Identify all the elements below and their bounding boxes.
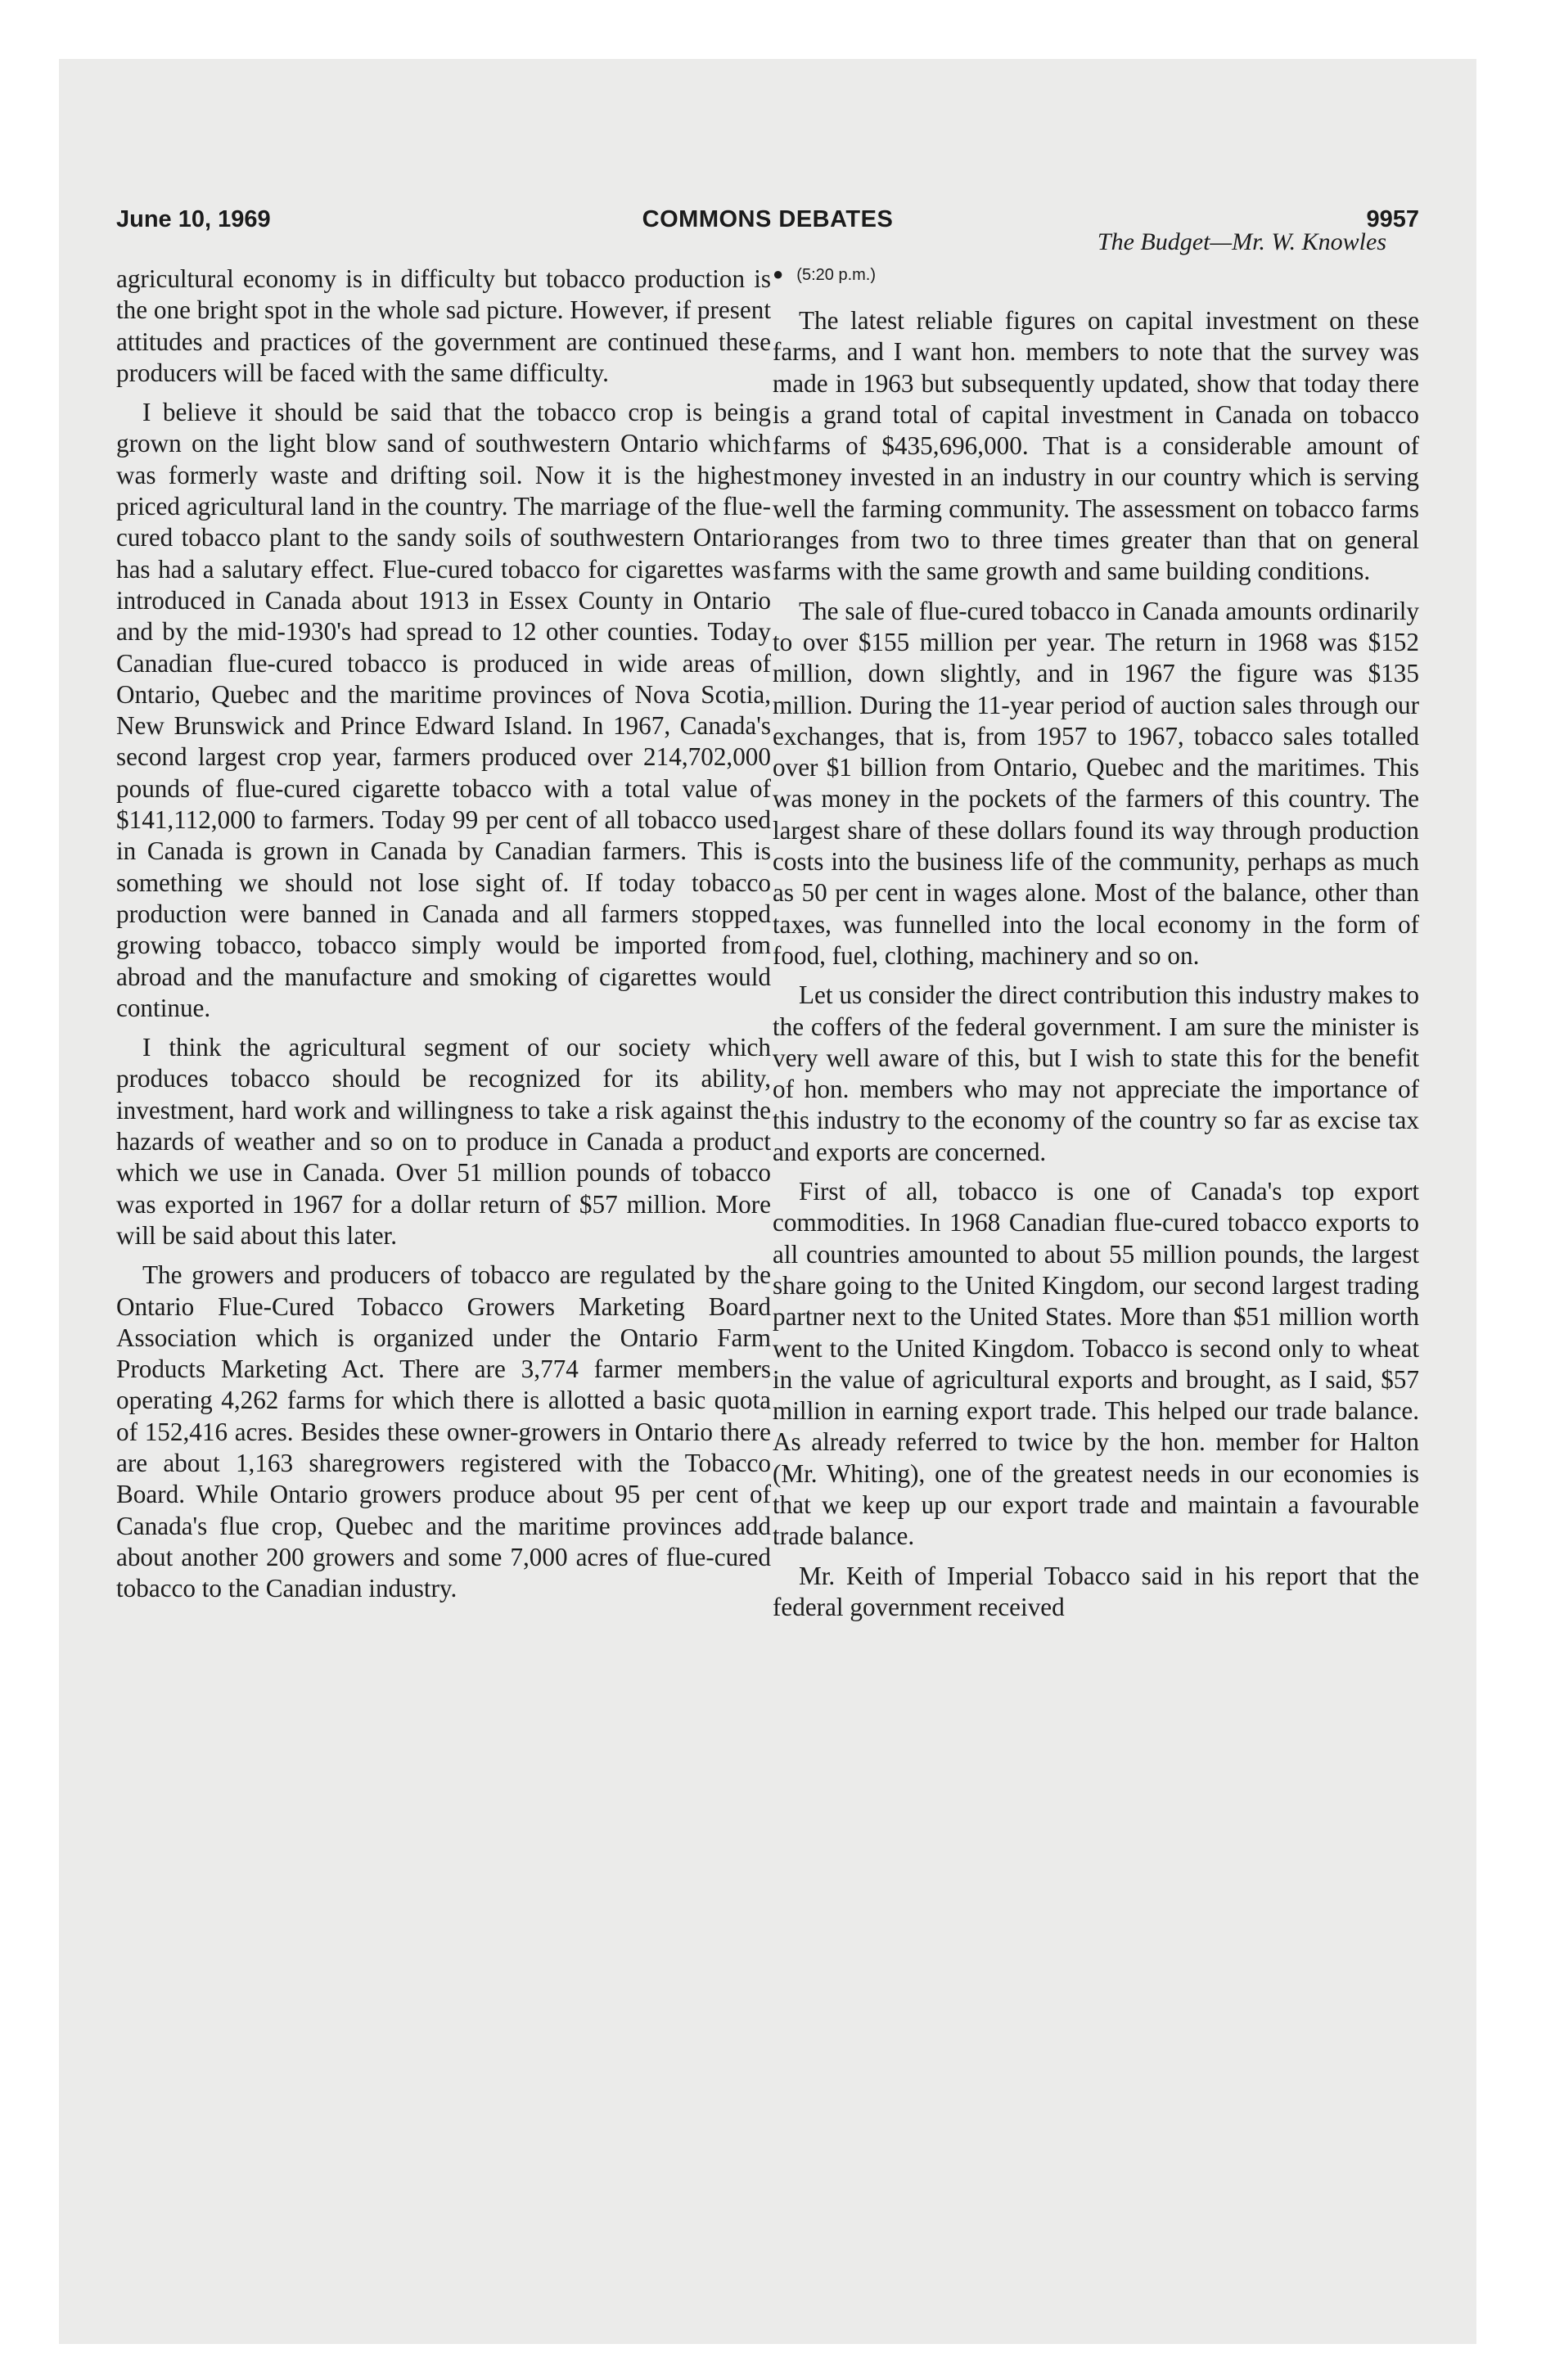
paragraph: Mr. Keith of Imperial Tobacco said in his report that the federal government received xyxy=(773,1561,1419,1621)
header-page-number: 9957 xyxy=(1366,206,1419,232)
paragraph: The latest reliable figures on capital investment on these farms, and I want hon. members to note that the survey was made in 1963 but subsequently updated, show that today there is a grand total of capital investment in Canada on tobacco farms of $435,696,000. That is a considerable amount of money invested in an industry in our country which is serving well the farming community. The assessment on tobacco farms ranges from two to three times greater than that on general farms with the same growth and same building conditions. xyxy=(773,306,1419,586)
timestamp-text: (5:20 p.m.) xyxy=(796,266,876,284)
paragraph: I believe it should be said that the tobacco crop is being grown on the light blow sand of southwestern Ontario which was formerly waste and drifting soil. Now it is the highest priced agricultural land in the country. The marriage of the flue-cured tobacco plant to the sandy soils of southwestern Ontario has had a salutary effect. Flue-cured tobacco for cigarettes was introduced in Canada about 1913 in Essex County in Ontario and by the mid-1930's had spread to 12 other counties. Today Canadian flue-cured tobacco is produced in wide areas of Ontario, Quebec and the maritime provinces of Nova Scotia, New Brunswick and Prince Edward Island. In 1967, Canada's second largest crop year, farmers produced over 214,702,000 pounds of flue-cured cigarette tobacco with a total value of $141,112,000 to farmers. Today 99 per cent of all tobacco used in Canada is grown in Canada by Canadian farmers. This is something we should not lose sight of. If today tobacco production were banned in Canada and all farmers stopped growing tobacco, tobacco simply would be imported from abroad and the manufacture and smoking of cigarettes would continue. xyxy=(116,398,771,1022)
paragraph: First of all, tobacco is one of Canada's top export commodities. In 1968 Canadian flue-cured tobacco exports to all countries amounted to about 55 million pounds, the largest share going to the United Kingdom, our second largest trading partner next to the United States. More than $51 million worth went to the United Kingdom. Tobacco is second only to wheat in the value of agricultural exports and brought, as I said, $57 million in earning export trade. This helped our trade balance. As already referred to twice by the hon. member for Halton (Mr. Whiting), one of the greatest needs in our economies is that we keep up our export trade and maintain a favourable trade balance. xyxy=(773,1177,1419,1551)
paragraph: Let us consider the direct contribution this industry makes to the coffers of the federal government. I am sure the minister is very well aware of this, but I wish to state this for the benefit of hon. members who may not appreciate the importance of this industry to the economy of the country so far as excise tax and exports are concerned. xyxy=(773,980,1419,1166)
header-publication: COMMONS DEBATES xyxy=(642,206,894,232)
bullet-icon: ● xyxy=(773,264,784,284)
timestamp xyxy=(773,262,1419,287)
paragraph: The growers and producers of tobacco are regulated by the Ontario Flue-Cured Tobacco Growers Marketing Board Association which is organized under the Ontario Farm Products Marketing Act. There are 3,774 farmer members operating 4,262 farms for which there is allotted a basic quota of 152,416 acres. Besides these owner-growers in Ontario there are about 1,163 sharegrowers registered with the Tobacco Board. While Ontario growers produce about 95 per cent of Canada's flue crop, Quebec and the maritime provinces add about another 200 growers and some 7,000 acres of flue-cured tobacco to the Canadian industry. xyxy=(116,1260,771,1603)
paragraph: The sale of flue-cured tobacco in Canada amounts ordinarily to over $155 million per year. The return in 1968 was $152 million, down slightly, and in 1967 the figure was $135 million. During the 11-year period of auction sales through our exchanges, that is, from 1957 to 1967, tobacco sales totalled over $1 billion from Ontario, Quebec and the maritimes. This was money in the pockets of the farmers of this country. The largest share of these dollars found its way through production costs into the business life of the community, perhaps as much as 50 per cent in wages alone. Most of the balance, other than taxes, was funnelled into the local economy in the form of food, fuel, clothing, machinery and so on. xyxy=(773,596,1419,970)
left-column xyxy=(116,264,771,1612)
paragraph: agricultural economy is in difficulty but tobacco production is the one bright spot in the whole sad picture. However, if present attitudes and practices of the government are continued these producers will be faced with the same difficulty. xyxy=(116,264,771,387)
header-date: June 10, 1969 xyxy=(116,206,271,232)
paragraph: I think the agricultural segment of our society which produces tobacco should be recognized for its ability, investment, hard work and willingness to take a risk against the hazards of weather and so on to produce in Canada a product which we use in Canada. Over 51 million pounds of tobacco was exported in 1967 for a dollar return of $57 million. More will be said about this later. xyxy=(116,1033,771,1250)
document-page xyxy=(59,59,1476,2344)
right-column xyxy=(773,228,1419,1631)
running-subheading: The Budget—Mr. W. Knowles xyxy=(1097,228,1386,255)
